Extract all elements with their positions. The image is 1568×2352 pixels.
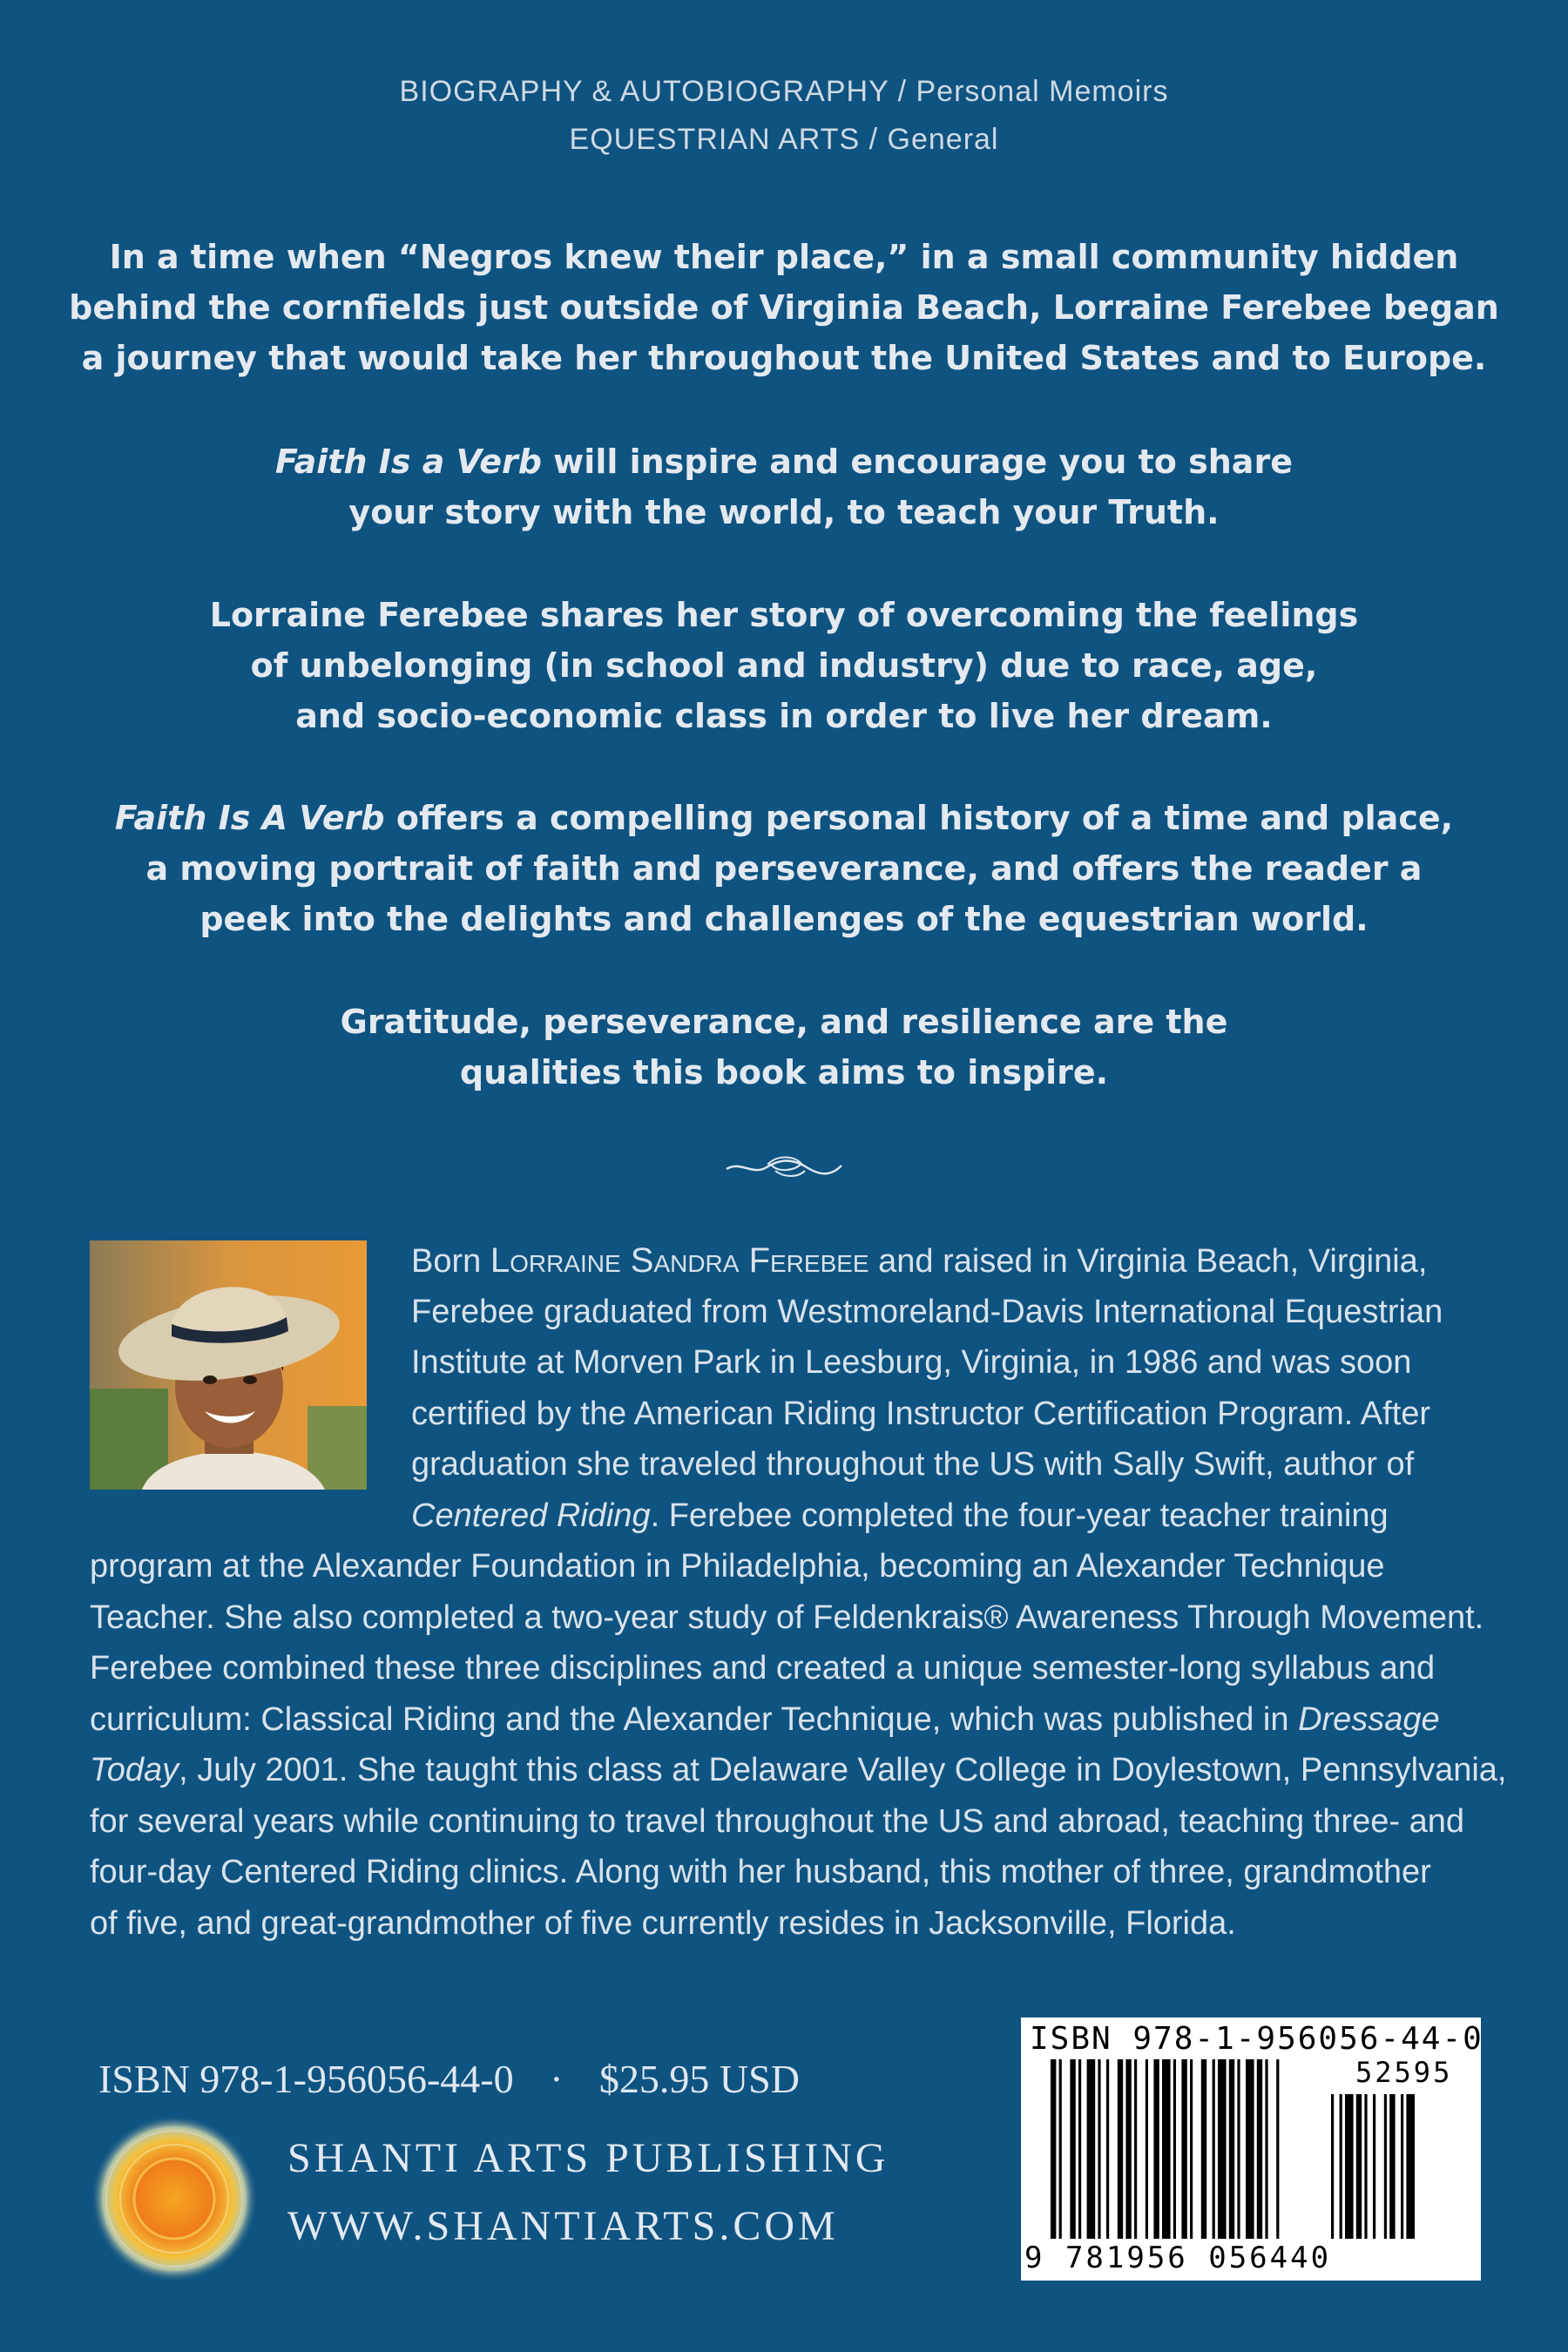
bio-line: graduation she traveled throughout the US with Sally Swift, author of [411,1446,1415,1483]
flourish-ornament-icon [723,1152,845,1183]
barcode-bar [1389,2094,1395,2239]
blurb-paragraph-1 [0,232,1568,383]
blurb-line: Gratitude, perseverance, and resilience are the [340,1003,1228,1041]
barcode-bar [1237,2059,1240,2239]
barcode-bar [1345,2094,1354,2239]
book-title: Centered Riding [411,1497,651,1534]
blurb-line: your story with the world, to teach your Truth. [348,493,1220,531]
category-block [0,68,1568,164]
barcode-bar [1125,2059,1131,2239]
magazine-title: Dressage [1298,1700,1440,1738]
isbn-text: ISBN 978-1-956056-44-0 [98,2057,514,2101]
author-photo [90,1240,367,1490]
barcode-bar [1406,2094,1415,2239]
bio-line: Ferebee graduated from Westmoreland-Davis International Equestrian [411,1293,1443,1330]
barcode-bar [1087,2059,1096,2239]
barcode-bar [1106,2059,1109,2239]
barcode-bar [1331,2094,1334,2239]
barcode-price-code: 52595 [1355,2056,1453,2089]
barcode-bar [1276,2059,1279,2239]
blurb-line: a moving portrait of faith and perseverance, and offers the reader a [145,849,1423,888]
bio-line: Centered Riding. Ferebee completed the four-year teacher training [411,1497,1389,1534]
barcode-bar [1246,2059,1254,2239]
isbn-barcode [1021,2017,1484,2281]
bio-line: Institute at Morven Park in Leesburg, Virginia, in 1986 and was soon [411,1344,1412,1381]
barcode-bar [1146,2059,1148,2239]
barcode-bar [1173,2059,1176,2239]
barcode-bar [1134,2059,1137,2239]
bio-line: Ferebee combined these three disciplines and created a unique semester-long syllabus and [90,1650,1436,1686]
barcode-bar [1265,2059,1267,2239]
bio-line: four-day Centered Riding clinics. Along with her husband, this mother of three, grandmother [90,1854,1431,1890]
bio-line: Today, July 2001. She taught this class at Delaware Valley College in Doylestown, Pennsylvania, [90,1752,1507,1788]
bio-line: certified by the American Riding Instructor Certification Program. After [411,1395,1431,1432]
blurb-paragraph-3 [0,590,1568,741]
blurb-line: of unbelonging (in school and industry) due to race, age, [250,646,1318,685]
barcode-bar [1401,2094,1403,2239]
bio-line: program at the Alexander Foundation in Philadelphia, becoming an Alexander Technique [90,1548,1385,1585]
price-text: $25.95 USD [598,2057,800,2101]
barcode-bar [1190,2059,1193,2239]
blurb-line: In a time when “Negros knew their place,” in a small community hidden [109,238,1459,276]
bio-line: Teacher. She also completed a two-year study of Feldenkrais® Awareness Through Movement. [90,1598,1484,1636]
category-line-1: BIOGRAPHY & AUTOBIOGRAPHY / Personal Memoirs [399,75,1169,108]
barcode-bar [1356,2094,1362,2239]
bio-line: curriculum: Classical Riding and the Alexander Technique, which was published in Dressage [90,1700,1440,1738]
barcode-ean-number: 9 781956 056440 [1024,2240,1332,2275]
barcode-bar [1070,2059,1075,2239]
publisher-name: SHANTI ARTS PUBLISHING [287,2135,889,2181]
barcode-bar [1153,2059,1159,2239]
barcode-bar [1059,2059,1062,2239]
barcode-bar [1213,2059,1215,2239]
blurb-line: a journey that would take her throughout the United States and to Europe. [81,339,1487,377]
bio-line: of five, and great-grandmother of five currently resides in Jacksonville, Florida. [90,1904,1236,1942]
book-title: Faith Is a Verb [275,443,542,481]
blurb-paragraph-2 [0,436,1568,537]
sun-logo-icon [87,2112,261,2286]
barcode-bar [1373,2094,1375,2239]
barcode-isbn-text: ISBN 978-1-956056-44-0 [1030,2021,1484,2057]
author-name: Lorraine Sandra Ferebee [490,1241,869,1280]
blurb-line: and socio-economic class in order to live her dream. [295,697,1273,735]
bio-line: Born Lorraine Sandra Ferebee and raised in Virginia Beach, Virginia, [411,1241,1428,1280]
barcode-bar [1098,2059,1100,2239]
barcode-bar [1118,2059,1123,2239]
barcode-bar [1051,2059,1056,2239]
blurb-line: Lorraine Ferebee shares her story of overcoming the feelings [209,596,1359,634]
barcode-bar [1078,2059,1081,2239]
barcode-bar [1218,2059,1227,2239]
book-title: Faith Is A Verb [114,799,385,837]
separator-dot: · [550,2057,564,2101]
blurb-line: Faith Is A Verb offers a compelling personal history of a time and place, [114,799,1454,837]
isbn-price-line [98,2056,800,2102]
bio-line: for several years while continuing to travel throughout the US and abroad, teaching three- and [90,1802,1464,1840]
category-line-2: EQUESTRIAN ARTS / General [569,123,999,156]
barcode-bar [1229,2059,1234,2239]
blurb-paragraph-5 [0,997,1568,1098]
blurb-line: Faith Is a Verb will inspire and encourage you to share [275,443,1293,481]
barcode-bar [1384,2094,1387,2239]
publisher-website[interactable]: WWW.SHANTIARTS.COM [287,2203,839,2249]
barcode-bar [1340,2094,1342,2239]
barcode-bar [1201,2059,1206,2239]
blurb-line: qualities this book aims to inspire. [459,1053,1109,1092]
blurb-line: behind the cornfields just outside of Virginia Beach, Lorraine Ferebee began [69,288,1499,327]
barcode-bar [1364,2094,1367,2239]
magazine-title: Today [90,1752,179,1788]
barcode-bar [1162,2059,1171,2239]
blurb-paragraph-4 [0,793,1568,944]
barcode-bar [1257,2059,1262,2239]
barcode-bar [1181,2059,1186,2239]
blurb-line: peek into the delights and challenges of the equestrian world. [199,900,1369,938]
